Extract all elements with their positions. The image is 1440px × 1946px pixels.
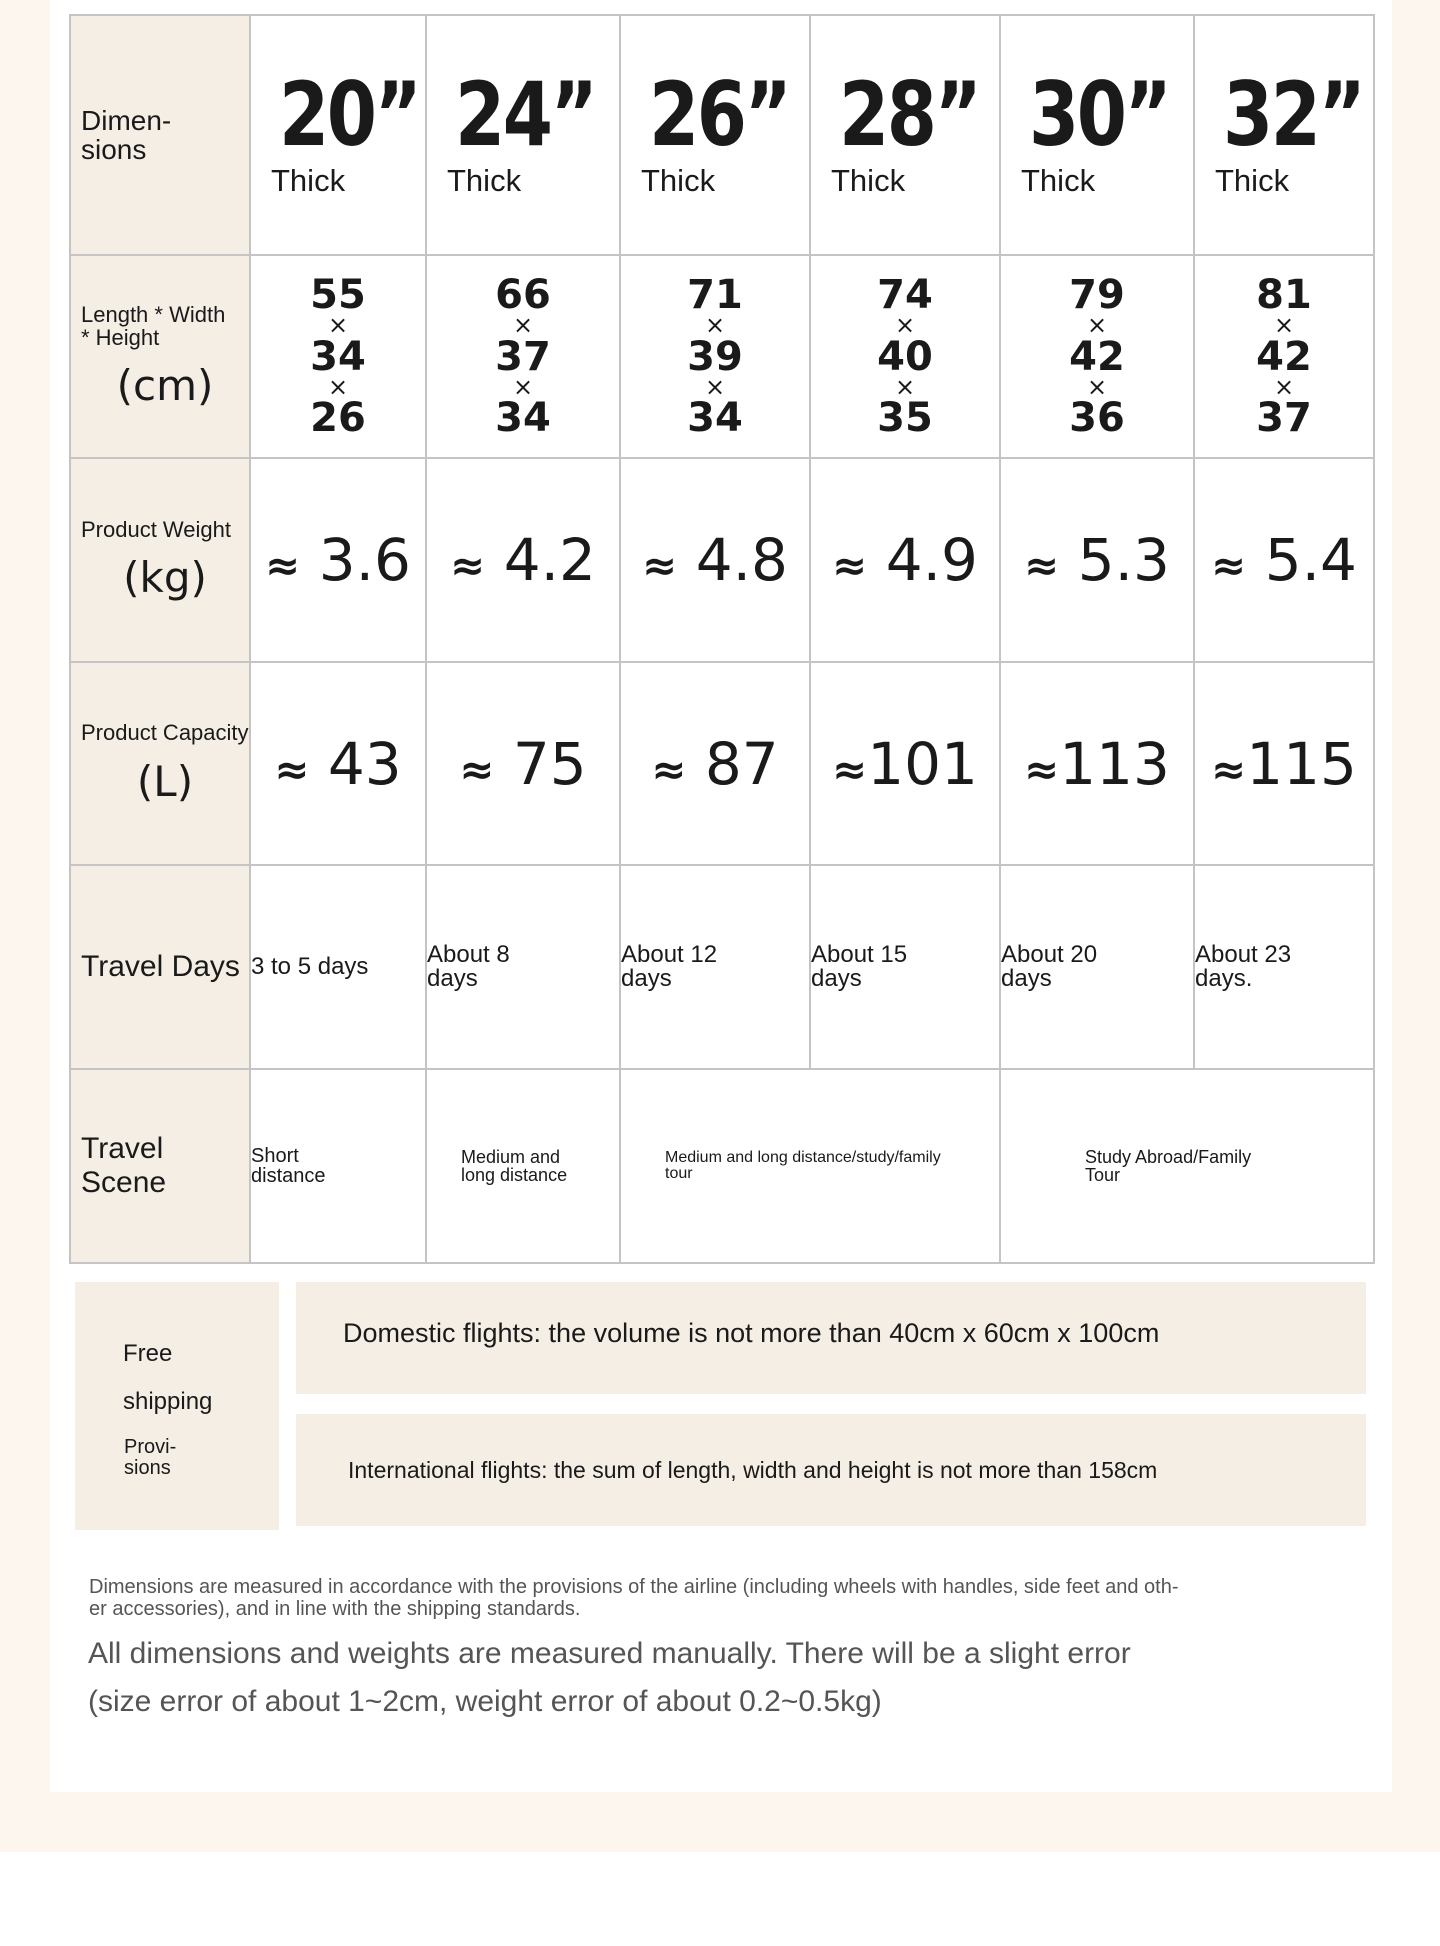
times-sign: × <box>704 372 726 401</box>
height-value: 37 <box>1256 395 1312 442</box>
width-value: 42 <box>1256 333 1312 380</box>
capacity-cell <box>620 662 810 865</box>
length-value: 55 <box>310 271 366 318</box>
weight-value: 5.3 <box>1077 526 1170 594</box>
weight-cell <box>810 458 1000 662</box>
size-cell <box>810 15 1000 255</box>
times-sign: × <box>1086 310 1108 339</box>
times-sign: × <box>512 310 534 339</box>
scene-cell <box>1000 1069 1374 1263</box>
approx-sign: ≈ <box>832 744 868 794</box>
size-label: 32” <box>1223 63 1364 166</box>
days-cell <box>1000 865 1194 1069</box>
days-cell <box>426 865 620 1069</box>
international-flights-box <box>296 1414 1366 1526</box>
dimensions-header-label: Dimen- sions <box>81 104 172 165</box>
shipping-provisions-label <box>75 1282 279 1530</box>
dimension-cell <box>1000 255 1194 458</box>
height-value: 34 <box>495 395 551 442</box>
days-value: About 23 days. <box>1195 941 1292 992</box>
days-value: About 8 days <box>427 941 510 992</box>
size-label: 28” <box>839 63 980 166</box>
length-value: 74 <box>877 271 933 318</box>
thick-label: Thick <box>1021 163 1096 198</box>
lwh-label: Length * Width * Height <box>81 301 226 350</box>
approx-sign: ≈ <box>1211 541 1247 590</box>
domestic-flights-box <box>296 1282 1366 1394</box>
approx-sign: ≈ <box>265 541 301 590</box>
dimension-cell <box>426 255 620 458</box>
days-cell <box>620 865 810 1069</box>
length-value: 79 <box>1069 271 1125 318</box>
lwh-header <box>70 255 250 458</box>
capacity-cell <box>810 662 1000 865</box>
size-cell <box>620 15 810 255</box>
width-value: 34 <box>310 333 366 380</box>
scene-value: Study Abroad/Family Tour <box>1085 1147 1252 1185</box>
capacity-value: 87 <box>704 729 779 798</box>
weight-label: Product Weight <box>81 516 232 542</box>
times-sign: × <box>327 310 349 339</box>
days-cell <box>1194 865 1374 1069</box>
scene-label: Travel Scene <box>81 1132 167 1199</box>
days-cell <box>250 865 426 1069</box>
spec-table <box>69 14 1375 1264</box>
weight-value: 4.2 <box>503 526 596 594</box>
dimension-cell <box>810 255 1000 458</box>
row-lwh <box>70 255 1374 458</box>
scene-header <box>70 1069 250 1263</box>
height-value: 26 <box>310 395 366 442</box>
scene-cell <box>426 1069 620 1263</box>
width-value: 40 <box>877 333 933 380</box>
capacity-cell <box>426 662 620 865</box>
dimension-cell <box>1194 255 1374 458</box>
shipping-line-shipping: shipping <box>123 1388 213 1415</box>
approx-sign: ≈ <box>1024 541 1060 590</box>
height-value: 34 <box>687 395 743 442</box>
row-weight <box>70 458 1374 662</box>
approx-sign: ≈ <box>832 541 868 590</box>
capacity-cell <box>250 662 426 865</box>
weight-cell <box>1194 458 1374 662</box>
height-value: 35 <box>877 395 933 442</box>
weight-header <box>70 458 250 662</box>
scene-value: Medium and long distance/study/family tour <box>665 1149 941 1182</box>
dimensions-header <box>70 15 250 255</box>
days-cell <box>810 865 1000 1069</box>
times-sign: × <box>704 310 726 339</box>
weight-cell <box>620 458 810 662</box>
error-note: All dimensions and weights are measured manually. There will be a slight error (size error of about 1~2cm, weight error of about 0.2~0.5kg) <box>88 1637 1131 1718</box>
times-sign: × <box>1273 310 1295 339</box>
weight-cell <box>250 458 426 662</box>
thick-label: Thick <box>1215 163 1290 198</box>
thick-label: Thick <box>447 163 522 198</box>
approx-sign: ≈ <box>642 541 678 590</box>
days-value: About 15 days <box>811 941 908 992</box>
capacity-value: 75 <box>512 729 587 798</box>
international-flights-text: International flights: the sum of length, width and height is not more than 158cm <box>348 1457 1158 1483</box>
times-sign: × <box>327 372 349 401</box>
width-value: 39 <box>687 333 743 380</box>
size-cell <box>1194 15 1374 255</box>
scene-value: Medium and long distance <box>461 1147 568 1185</box>
scene-cell <box>620 1069 1000 1263</box>
capacity-value: 43 <box>327 729 402 798</box>
row-capacity <box>70 662 1374 865</box>
scene-cell <box>250 1069 426 1263</box>
days-header <box>70 865 250 1069</box>
days-value: About 12 days <box>621 941 718 992</box>
row-dimensions-header <box>70 15 1374 255</box>
approx-sign: ≈ <box>1211 744 1247 794</box>
weight-value: 5.4 <box>1264 526 1357 594</box>
size-label: 26” <box>649 63 790 166</box>
days-label: Travel Days <box>81 950 240 983</box>
size-label: 20” <box>279 63 420 166</box>
width-value: 37 <box>495 333 551 380</box>
length-value: 71 <box>687 271 743 318</box>
approx-sign: ≈ <box>450 541 486 590</box>
dimension-cell <box>620 255 810 458</box>
row-days <box>70 865 1374 1069</box>
height-value: 36 <box>1069 395 1125 442</box>
dimension-cell <box>250 255 426 458</box>
times-sign: × <box>894 372 916 401</box>
capacity-value: 101 <box>867 729 978 798</box>
shipping-line-provisions: Provi- sions <box>124 1436 177 1479</box>
scene-value: Short distance <box>251 1145 326 1187</box>
size-cell <box>426 15 620 255</box>
times-sign: × <box>512 372 534 401</box>
lwh-unit: (cm) <box>116 361 214 411</box>
size-cell <box>1000 15 1194 255</box>
capacity-cell <box>1000 662 1194 865</box>
length-value: 66 <box>495 271 551 318</box>
row-scene <box>70 1069 1374 1263</box>
domestic-flights-text: Domestic flights: the volume is not more than 40cm x 60cm x 100cm <box>343 1318 1160 1348</box>
capacity-cell <box>1194 662 1374 865</box>
times-sign: × <box>1086 372 1108 401</box>
size-label: 24” <box>455 63 596 166</box>
approx-sign: ≈ <box>1024 744 1060 794</box>
weight-value: 4.9 <box>885 526 978 594</box>
days-value: About 20 days <box>1001 941 1098 992</box>
weight-cell <box>1000 458 1194 662</box>
size-label: 30” <box>1029 63 1170 166</box>
days-value: 3 to 5 days <box>251 953 369 980</box>
times-sign: × <box>1273 372 1295 401</box>
length-value: 81 <box>1256 271 1312 318</box>
weight-value: 3.6 <box>318 526 411 594</box>
weight-cell <box>426 458 620 662</box>
weight-unit: (kg) <box>123 553 207 603</box>
approx-sign: ≈ <box>651 744 687 794</box>
capacity-unit: (L) <box>136 756 194 806</box>
weight-value: 4.8 <box>695 526 788 594</box>
capacity-header <box>70 662 250 865</box>
thick-label: Thick <box>641 163 716 198</box>
bottom-band <box>0 1852 1440 1946</box>
size-cell <box>250 15 426 255</box>
shipping-line-free: Free <box>123 1340 173 1367</box>
capacity-label: Product Capacity <box>81 720 249 746</box>
capacity-value: 113 <box>1059 729 1170 798</box>
measurement-note: Dimensions are measured in accordance with the provisions of the airline (including wheels with handles, side feet and oth- er accessories), and in line with the shipping standards. <box>89 1576 1179 1620</box>
approx-sign: ≈ <box>274 744 310 794</box>
thick-label: Thick <box>271 163 346 198</box>
approx-sign: ≈ <box>459 744 495 794</box>
capacity-value: 115 <box>1246 729 1357 798</box>
width-value: 42 <box>1069 333 1125 380</box>
shipping-title <box>123 1330 212 1426</box>
thick-label: Thick <box>831 163 906 198</box>
times-sign: × <box>894 310 916 339</box>
